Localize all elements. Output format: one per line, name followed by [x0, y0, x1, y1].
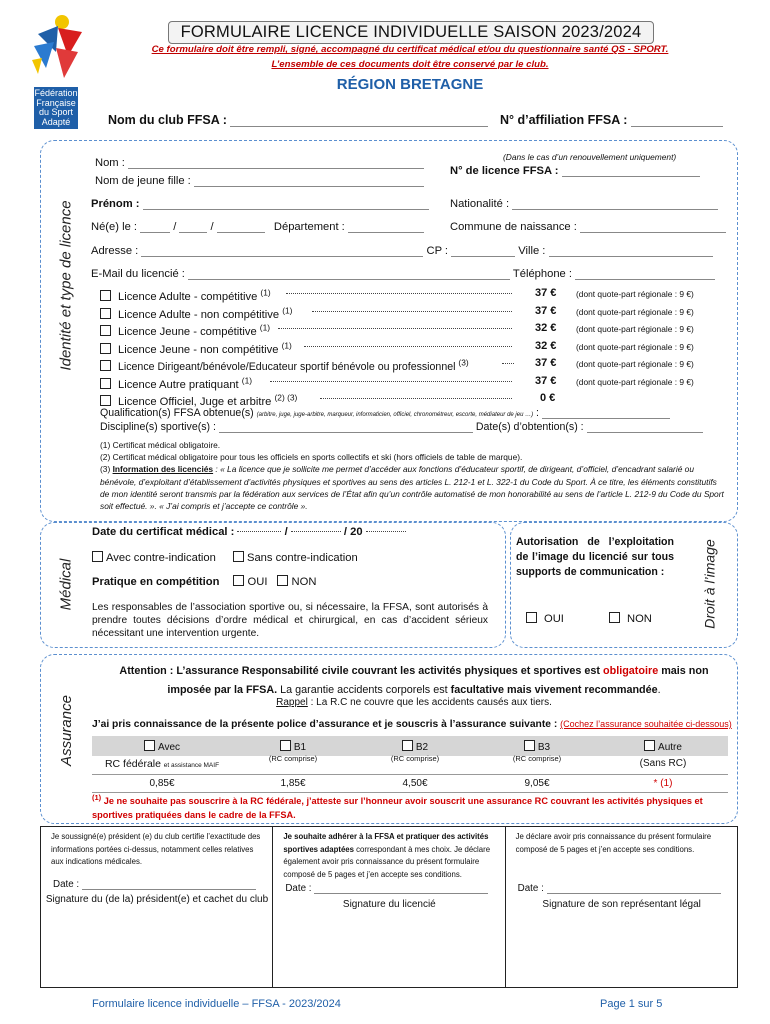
licence-price: 37 € [535, 357, 557, 369]
attention-obligatoire: obligatoire [603, 665, 659, 677]
competition-non-label: NON [291, 576, 317, 588]
licence-label: Licence Dirigeant/bénévole/Educateur sportif bénévole ou professionnel [118, 361, 456, 373]
insurance-option-price: 0,85€ [149, 777, 175, 789]
licence-price: 37 € [535, 304, 557, 317]
insurance-option-name: Autre [658, 741, 682, 753]
footnote-3-text: : « La licence que je sollicite me permet d’accéder aux fonctions d’éducateur sportif, de dirigeant, d’officiel, d’encadrant salarié ou bénévole, d’exploitant d’établissement d’activités physiques et sportives au sens des articles L. 212-1 et L. 322-1 du Code du Sport. À ce titre, les éléments constitutifs de mon identité seront transmis par la fédération aux services de l’État afin qu’un contrôle automatisé de mon honorabilité au sens de l’article L. 212-9 du Code du Sport soit effectué. ». « J’ai compris et j’accepte ce contrôle ». [100, 464, 724, 512]
email-label: E-Mail du licencié : [91, 268, 185, 280]
footnote-3-title: Information des licenciés [112, 464, 214, 475]
nom-jeune-fille-row [95, 175, 424, 187]
birth-day-field[interactable] [140, 232, 170, 233]
adresse-row [91, 245, 713, 257]
insurance-checkbox[interactable] [144, 740, 155, 751]
insurance-option-price: 9,05€ [524, 777, 550, 789]
logo-line: du Sport [38, 107, 74, 117]
licence-checkbox[interactable] [100, 378, 111, 389]
subtitle-2: L’ensemble de ces documents doit être conservé par le club. [271, 59, 549, 70]
licence-sup: (3) [458, 357, 469, 368]
qualification-label: Qualification(s) FFSA obtenue(s) [100, 407, 254, 419]
signature-president-text: Je soussigné(e) président (e) du club certifie l’exactitude des informations portées ci-dessus, notamment celles relatives aux indications médicales. [51, 832, 261, 866]
insurance-checkbox[interactable] [402, 740, 413, 751]
commune-label: Commune de naissance : [450, 221, 577, 233]
signature-representant-date [518, 883, 721, 894]
licence-checkbox[interactable] [100, 343, 111, 354]
nationalite-field[interactable] [512, 209, 718, 210]
region-title: RÉGION BRETAGNE [336, 76, 484, 93]
footer-left: Formulaire licence individuelle – FFSA - 2023/2024 [92, 998, 341, 1010]
image-rights-non[interactable] [609, 612, 652, 625]
prenom-field[interactable] [143, 209, 429, 210]
rappel-text: : La R.C ne couvre que les accidents causés aux tiers. [307, 697, 552, 708]
qualification-field[interactable] [542, 418, 670, 419]
licence-option[interactable] [100, 305, 740, 323]
signature-date-label: Date : [517, 883, 544, 894]
insurance-section-label-wrap [48, 690, 84, 770]
insurance-checkbox[interactable] [524, 740, 535, 751]
ville-field[interactable] [549, 256, 713, 257]
licence-label: Licence Jeune - compétitive [118, 326, 257, 338]
competition-oui-checkbox[interactable] [233, 575, 244, 586]
date-obtention-field[interactable] [587, 432, 703, 433]
souscription-row [92, 719, 732, 730]
competition-row [92, 575, 316, 588]
insurance-option-sub2: et assistance MAIF [163, 761, 220, 769]
licence-label: Licence Adulte - compétitive [118, 291, 258, 303]
affiliation-field[interactable] [631, 126, 723, 127]
licence-checkbox[interactable] [100, 325, 111, 336]
identity-section-label: Identité et type de licence [57, 199, 75, 371]
insurance-option-sub: RC fédérale [104, 757, 161, 770]
licence-price: 32 € [535, 339, 557, 352]
insurance-option-sub: (RC comprise) [268, 754, 318, 763]
adresse-field[interactable] [141, 256, 423, 257]
club-name-label: Nom du club FFSA : [108, 113, 227, 127]
club-name-field[interactable] [230, 126, 488, 127]
licence-quote: (dont quote-part régionale : 9 €) [576, 376, 694, 387]
signature-representant-label: Signature de son représentant légal [542, 899, 701, 910]
licence-option[interactable] [100, 375, 740, 393]
competition-label: Pratique en compétition [92, 576, 220, 588]
insurance-footnote-mark: (1) [92, 793, 102, 802]
cp-field[interactable] [451, 256, 515, 257]
signature-licencie-cell [273, 827, 505, 987]
attention-text-5: facultative mais vivement recommandée [450, 684, 658, 696]
ville-label: Ville : [518, 245, 546, 257]
sans-contre-indication-checkbox[interactable] [233, 551, 244, 562]
insurance-option-name: B3 [537, 741, 551, 753]
image-rights-label: Droit à l’image [702, 539, 719, 629]
signature-president-date [53, 879, 256, 890]
attention-text-4: La garantie accidents corporels est [277, 684, 451, 696]
attention-text-2: mais non [658, 665, 709, 677]
signature-president-date-field[interactable] [82, 889, 256, 890]
attention-text-3: imposée par la FFSA. [167, 684, 278, 696]
signature-date-label: Date : [285, 883, 312, 894]
medical-authorization-text: Les responsables de l’association sportive ou, si nécessaire, la FFSA, sont autorisés à prendre toutes décisions d’ordre médical et chirurgical, en cas d’accident sérieux nécessitant une intervention urgente. [92, 602, 488, 639]
nom-jeune-fille-label: Nom de jeune fille : [95, 175, 191, 187]
licence-label: Licence Officiel, Juge et arbitre [118, 396, 272, 408]
signature-licencie-label: Signature du licencié [342, 899, 436, 910]
footer-page-number: Page 1 sur 5 [600, 998, 663, 1010]
medical-section-label: Médical [57, 558, 75, 610]
signature-licencie-text: correspondant à mes choix. Je déclare également avoir pris connaissance du présent formulaire composé de 5 pages et j’en accepte ses conditions. [283, 844, 491, 879]
renew-note: (Dans le cas d’un renouvellement uniquement) [503, 152, 677, 162]
cp-label: CP : [426, 245, 449, 257]
avec-contre-indication-checkbox[interactable] [92, 551, 103, 562]
nationalite-label: Nationalité : [450, 198, 510, 210]
avec-contre-indication-label: Avec contre-indication [106, 552, 216, 564]
identity-section-label-wrap [48, 180, 84, 390]
logo-line: Adapté [41, 116, 71, 127]
licence-label: Licence Jeune - non compétitive [118, 343, 279, 356]
affiliation-label: N° d’affiliation FFSA : [500, 113, 628, 127]
licence-price: 37 € [535, 287, 557, 299]
qualification-row: Qualification(s) FFSA obtenue(s) (arbitre, juge, juge-arbitre, marqueur, informaticien, officiel, chronométreur, escorte, médiateur de jeu …) : [100, 407, 670, 419]
licence-label: Licence Autre pratiquant [118, 378, 239, 391]
club-name-row [108, 113, 488, 127]
licence-sup: (2) (3) [274, 392, 298, 403]
rappel-label: Rappel [276, 697, 308, 708]
insurance-checkbox[interactable] [644, 740, 655, 751]
licence-price: 32 € [535, 322, 557, 334]
certificate-date-sep: / [284, 526, 288, 538]
footnote-1: (1) Certificat médical obligatoire. [100, 440, 221, 450]
licence-options [100, 287, 740, 410]
insurance-option-name: B2 [415, 741, 429, 753]
nom-label: Nom : [95, 157, 125, 169]
image-rights-oui[interactable] [526, 612, 564, 625]
image-rights-non-label: NON [627, 613, 652, 625]
insurance-option-avec[interactable] [92, 738, 232, 754]
ffsa-logo [28, 12, 90, 127]
nom-row [95, 157, 424, 169]
insurance-option-sub: (Sans RC) [639, 758, 687, 770]
insurance-footnote-text: Je ne souhaite pas souscrire à la RC fédérale, j’atteste sur l’honneur avoir souscrit une assurance RC couvrant les activités physiques et sportives pratiquées dans le cadre de la FFSA. [92, 796, 703, 821]
form-title: FORMULAIRE LICENCE INDIVIDUELLE SAISON 2023/2024 [168, 21, 654, 44]
contra-indication-row [92, 551, 358, 564]
prenom-row [91, 198, 429, 210]
certificate-month-field[interactable] [291, 531, 341, 532]
signature-licencie-date-field[interactable] [314, 893, 488, 894]
licence-sup: (1) [260, 287, 271, 298]
disciplines-row [100, 421, 703, 433]
licence-checkbox[interactable] [100, 290, 111, 301]
cochez-hint: (Cochez l’assurance souhaitée ci-dessous) [560, 719, 732, 729]
licence-number-row [450, 165, 700, 177]
sans-contre-indication-label: Sans contre-indication [246, 552, 358, 564]
certificate-year-prefix: / 20 [343, 526, 363, 538]
affiliation-row [500, 113, 723, 127]
attention-text-1: Attention : L’assurance Responsabilité civile couvrant les activités physiques et sportives est [119, 665, 604, 677]
signatures-table [40, 826, 738, 988]
departement-label: Département : [273, 221, 345, 233]
certificate-day-field[interactable] [237, 531, 281, 532]
insurance-option-name: Avec [157, 741, 181, 753]
insurance-table [92, 738, 728, 793]
licence-sup: (1) [281, 339, 292, 350]
ffsa-logo-icon [28, 12, 90, 82]
logo-line: Fédération [34, 88, 78, 98]
image-rights-label-wrap [694, 528, 726, 640]
certificate-date-row [92, 526, 406, 538]
departement-field[interactable] [348, 232, 424, 233]
logo-line: Française [36, 97, 76, 108]
insurance-option-price: 1,85€ [280, 777, 306, 789]
footnotes [100, 439, 726, 512]
insurance-option-name: B1 [293, 741, 307, 753]
footnote-3-prefix: (3) [100, 464, 113, 475]
image-rights-oui-checkbox[interactable] [526, 612, 537, 623]
signature-date-label: Date : [53, 879, 80, 890]
licence-number-field[interactable] [562, 176, 700, 177]
qualification-hint: (arbitre, juge, juge-arbitre, marqueur, informaticien, officiel, chronométreur, escorte, médiateur de jeu …) [256, 412, 534, 418]
certificate-date-label: Date du certificat médical : [92, 526, 235, 538]
licence-sup: (1) [259, 322, 271, 333]
commune-field[interactable] [580, 232, 726, 233]
signature-representant-text: Je déclare avoir pris connaissance du présent formulaire composé de 5 pages et j’en accepte ses conditions. [515, 832, 712, 854]
birth-year-field[interactable] [217, 232, 265, 233]
insurance-option-sub: (RC comprise) [390, 754, 440, 763]
licence-checkbox[interactable] [100, 308, 111, 319]
licence-option[interactable] [100, 287, 740, 305]
licence-price: 0 € [540, 392, 556, 404]
licence-quote: (dont quote-part régionale : 9 €) [576, 324, 694, 334]
email-field[interactable] [188, 279, 510, 280]
rappel-row [96, 697, 732, 708]
date-obtention-label: Date(s) d’obtention(s) : [475, 421, 584, 433]
signature-president-cell [41, 827, 273, 987]
telephone-field[interactable] [575, 279, 715, 280]
disciplines-field[interactable] [219, 432, 473, 433]
souscription-text: J’ai pris connaissance de la présente police d’assurance et je souscris à l’assurance suivante : [92, 719, 558, 730]
certificate-year-field[interactable] [366, 531, 406, 532]
prenom-label: Prénom : [91, 198, 140, 210]
licence-quote: (dont quote-part régionale : 9 €) [576, 306, 694, 317]
insurance-footnote [92, 791, 728, 822]
disciplines-label: Discipline(s) sportive(s) : [100, 421, 216, 433]
licence-option[interactable] [100, 322, 740, 340]
insurance-option-sub: (RC comprise) [512, 754, 562, 763]
insurance-option-autre[interactable] [598, 738, 728, 754]
naissance-row: Né(e) le : / / Département : [91, 221, 424, 233]
image-rights-non-checkbox[interactable] [609, 612, 620, 623]
nom-field[interactable] [128, 168, 424, 169]
licence-option[interactable] [100, 357, 740, 375]
licence-sup: (1) [241, 374, 253, 385]
image-rights-text: Autorisation de l’exploitation de l’image du licencié sur tous supports de communication : [516, 536, 674, 578]
licence-checkbox[interactable] [100, 360, 111, 371]
insurance-section-label: Assurance [57, 694, 75, 766]
licence-sup: (1) [282, 304, 293, 315]
signature-licencie-date [285, 883, 488, 894]
licence-quote: (dont quote-part régionale : 9 €) [576, 359, 694, 369]
signature-licencie-bold: Je souhaite adhérer à la FFSA et pratiquer des activités sportives adaptées [283, 832, 489, 854]
logo-caption [34, 87, 78, 129]
email-row [91, 268, 715, 280]
licence-checkbox[interactable] [100, 395, 111, 406]
licence-price: 37 € [535, 374, 557, 387]
footnote-3 [100, 463, 726, 512]
insurance-option-price: * (1) [653, 777, 673, 789]
licence-number-label: N° de licence FFSA : [450, 165, 559, 177]
insurance-attention: Attention : L’assurance Responsabilité civile couvrant les activités physiques et sportives est obligatoire mais non imposée par la FFSA. La garantie accidents corporels est facultative mais vivement recommandée. [119, 665, 709, 696]
insurance-checkbox[interactable] [280, 740, 291, 751]
medical-section-label-wrap [50, 544, 82, 624]
signature-president-label: Signature du (de la) président(e) et cachet du club [45, 894, 269, 905]
licence-quote: (dont quote-part régionale : 9 €) [576, 289, 694, 299]
licence-label: Licence Adulte - non compétitive [118, 308, 280, 321]
nom-jeune-fille-field[interactable] [194, 186, 424, 187]
signature-representant-date-field[interactable] [547, 893, 721, 894]
competition-non-checkbox[interactable] [277, 575, 288, 586]
insurance-option-b3[interactable] [476, 738, 598, 754]
nationalite-row [450, 198, 718, 210]
telephone-label: Téléphone : [512, 268, 572, 280]
insurance-option-price: 4,50€ [402, 777, 428, 789]
image-rights-oui-label: OUI [544, 613, 564, 625]
birth-date-label: Né(e) le : [91, 221, 138, 233]
licence-option[interactable] [100, 340, 740, 358]
commune-row [450, 221, 726, 233]
birth-month-field[interactable] [179, 232, 207, 233]
subtitle-1: Ce formulaire doit être rempli, signé, accompagné du certificat médical et/ou du questionnaire santé QS - SPORT. [151, 44, 669, 55]
insurance-option-b1[interactable] [232, 738, 354, 754]
signature-representant-cell [506, 827, 737, 987]
footnote-2: (2) Certificat médical obligatoire pour tous les officiels en sports collectifs et ski (hors officiels de table de marque). [100, 452, 523, 463]
insurance-option-b2[interactable] [354, 738, 476, 754]
competition-oui-label: OUI [247, 576, 268, 588]
adresse-label: Adresse : [91, 245, 139, 257]
licence-quote: (dont quote-part régionale : 9 €) [576, 341, 694, 352]
